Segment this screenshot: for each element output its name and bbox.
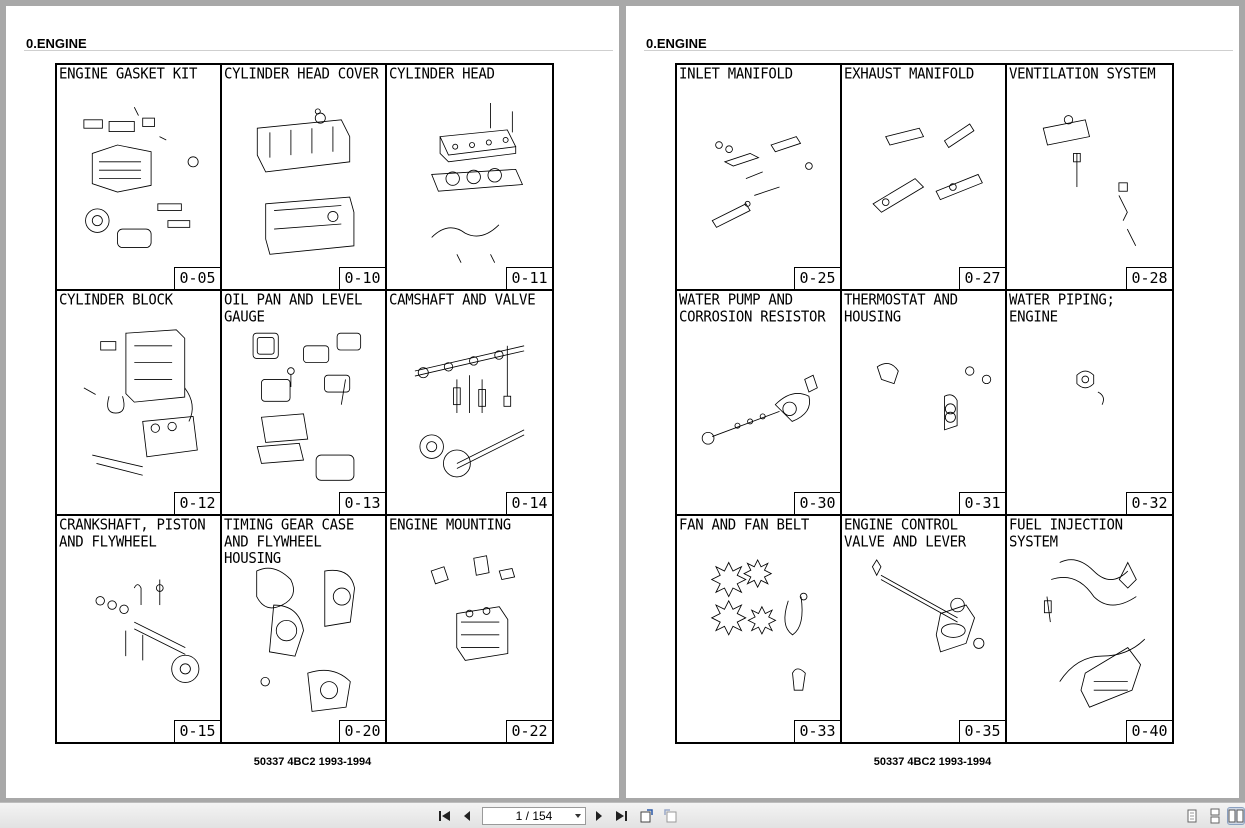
parts-diagram bbox=[848, 554, 999, 716]
parts-diagram bbox=[228, 329, 379, 489]
parts-diagram bbox=[63, 554, 214, 716]
parts-diagram bbox=[393, 554, 546, 716]
cell-title: THERMOSTAT AND HOUSING bbox=[844, 291, 958, 326]
index-cell[interactable] bbox=[57, 65, 222, 291]
page-reference[interactable]: 0-33 bbox=[794, 720, 840, 742]
viewer-toolbar bbox=[0, 802, 1245, 828]
page-reference[interactable]: 0-32 bbox=[1126, 492, 1172, 514]
index-cell[interactable] bbox=[387, 516, 552, 742]
index-cell[interactable] bbox=[1007, 516, 1172, 742]
cell-title: ENGINE GASKET KIT bbox=[59, 66, 198, 83]
cell-title: CRANKSHAFT, PISTON AND FLYWHEEL bbox=[59, 517, 206, 551]
index-cell[interactable] bbox=[842, 291, 1007, 517]
cell-title: OIL PAN AND LEVEL GAUGE bbox=[224, 291, 363, 326]
two-page-view-icon[interactable] bbox=[1228, 808, 1244, 824]
chevron-down-icon bbox=[575, 814, 581, 818]
page-reference[interactable]: 0-11 bbox=[506, 267, 552, 289]
page-reference[interactable]: 0-27 bbox=[959, 267, 1005, 289]
parts-index-grid bbox=[675, 63, 1174, 744]
index-cell[interactable] bbox=[57, 516, 222, 742]
index-cell[interactable] bbox=[222, 291, 387, 517]
pdf-page-right bbox=[626, 6, 1239, 798]
page-title: 0.ENGINE bbox=[646, 36, 707, 51]
parts-diagram bbox=[393, 103, 546, 263]
pdf-page-left bbox=[6, 6, 619, 798]
parts-index-grid bbox=[55, 63, 554, 744]
page-number-select[interactable] bbox=[482, 807, 586, 825]
single-page-view-icon[interactable] bbox=[1184, 808, 1200, 824]
cell-title: FUEL INJECTION SYSTEM bbox=[1009, 517, 1123, 551]
page-reference[interactable]: 0-28 bbox=[1126, 267, 1172, 289]
previous-page-icon[interactable] bbox=[459, 808, 475, 824]
page-reference[interactable]: 0-05 bbox=[174, 267, 220, 289]
parts-diagram bbox=[683, 103, 834, 263]
index-cell[interactable] bbox=[677, 65, 842, 291]
title-divider bbox=[644, 50, 1233, 51]
parts-diagram bbox=[848, 103, 999, 263]
index-cell[interactable] bbox=[677, 291, 842, 517]
parts-diagram bbox=[683, 554, 834, 716]
page-reference[interactable]: 0-35 bbox=[959, 720, 1005, 742]
index-cell[interactable] bbox=[1007, 65, 1172, 291]
cell-title: CAMSHAFT AND VALVE bbox=[389, 291, 536, 309]
page-reference[interactable]: 0-22 bbox=[506, 720, 552, 742]
page-reference[interactable]: 0-20 bbox=[339, 720, 385, 742]
index-cell[interactable] bbox=[677, 516, 842, 742]
page-reference[interactable]: 0-12 bbox=[174, 492, 220, 514]
index-cell[interactable] bbox=[1007, 291, 1172, 517]
page-reference[interactable]: 0-25 bbox=[794, 267, 840, 289]
page-indicator: 1 / 154 bbox=[515, 809, 553, 823]
page-title: 0.ENGINE bbox=[26, 36, 87, 51]
cell-title: WATER PIPING; ENGINE bbox=[1009, 291, 1115, 326]
index-cell[interactable] bbox=[57, 291, 222, 517]
cell-title: FAN AND FAN BELT bbox=[679, 517, 810, 535]
page-reference[interactable]: 0-40 bbox=[1126, 720, 1172, 742]
cell-title: CYLINDER BLOCK bbox=[59, 291, 173, 309]
parts-diagram bbox=[228, 554, 379, 716]
parts-diagram bbox=[393, 329, 546, 489]
rotate-counterclockwise-icon[interactable] bbox=[662, 808, 678, 824]
parts-diagram bbox=[1013, 103, 1166, 263]
continuous-view-icon[interactable] bbox=[1207, 808, 1223, 824]
parts-diagram bbox=[63, 329, 214, 489]
rotate-clockwise-icon[interactable] bbox=[639, 808, 655, 824]
cell-title: CYLINDER HEAD COVER bbox=[224, 66, 379, 83]
page-reference[interactable]: 0-13 bbox=[339, 492, 385, 514]
page-footer: 50337 4BC2 1993-1994 bbox=[873, 756, 992, 768]
title-divider bbox=[24, 50, 613, 51]
page-reference[interactable]: 0-10 bbox=[339, 267, 385, 289]
cell-title: ENGINE MOUNTING bbox=[389, 517, 511, 535]
last-page-icon[interactable] bbox=[613, 808, 629, 824]
index-cell[interactable] bbox=[222, 65, 387, 291]
page-reference[interactable]: 0-31 bbox=[959, 492, 1005, 514]
parts-diagram bbox=[63, 103, 214, 263]
first-page-icon[interactable] bbox=[437, 808, 453, 824]
cell-title: VENTILATION SYSTEM bbox=[1009, 66, 1156, 83]
page-footer: 50337 4BC2 1993-1994 bbox=[253, 756, 372, 768]
index-cell[interactable] bbox=[387, 65, 552, 291]
page-reference[interactable]: 0-30 bbox=[794, 492, 840, 514]
parts-diagram bbox=[683, 329, 834, 489]
cell-title: EXHAUST MANIFOLD bbox=[844, 66, 975, 83]
parts-diagram bbox=[848, 329, 999, 489]
page-reference[interactable]: 0-15 bbox=[174, 720, 220, 742]
next-page-icon[interactable] bbox=[591, 808, 607, 824]
cell-title: INLET MANIFOLD bbox=[679, 66, 793, 83]
page-reference[interactable]: 0-14 bbox=[506, 492, 552, 514]
cell-title: ENGINE CONTROL VALVE AND LEVER bbox=[844, 517, 966, 551]
index-cell[interactable] bbox=[387, 291, 552, 517]
parts-diagram bbox=[1013, 554, 1166, 716]
index-cell[interactable] bbox=[842, 516, 1007, 742]
index-cell[interactable] bbox=[842, 65, 1007, 291]
parts-diagram bbox=[1013, 329, 1166, 489]
index-cell[interactable] bbox=[222, 516, 387, 742]
parts-diagram bbox=[228, 103, 379, 263]
cell-title: WATER PUMP AND CORROSION RESISTOR bbox=[679, 291, 826, 326]
cell-title: TIMING GEAR CASE AND FLYWHEEL HOUSING bbox=[224, 517, 355, 568]
cell-title: CYLINDER HEAD bbox=[389, 66, 495, 83]
